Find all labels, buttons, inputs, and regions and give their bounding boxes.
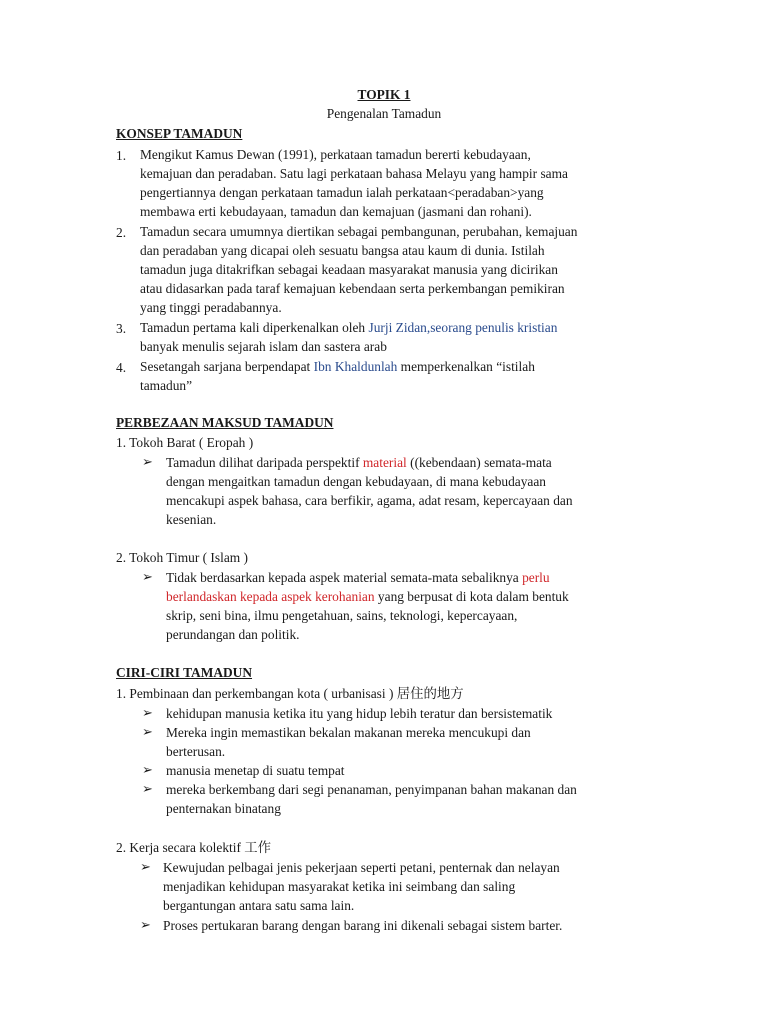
bullet-line: perundangan dan politik. [166,627,300,642]
list-item-label: 2. Tokoh Timur ( Islam ) [116,550,248,565]
bullet-line: bergantungan antara satu sama lain. [163,898,355,913]
list-number: 1. [116,148,127,163]
list-item-label: 2. Kerja secara kolektif 工作 [116,840,272,855]
list-item-label: 1. Tokoh Barat ( Eropah ) [116,435,254,450]
list-item-line: membawa erti kebudayaan, tamadun dan kemajuan (jasmani dan rohani). [140,204,532,219]
arrow-bullet-icon: ➢ [142,782,153,797]
list-item-line: yang tinggi peradabannya. [140,300,282,315]
arrow-bullet-icon: ➢ [142,706,153,721]
list-item-line: Tamadun secara umumnya diertikan sebagai pembangunan, perubahan, kemajuan [140,224,578,239]
list-item-line: kemajuan dan peradaban. Satu lagi perkataan bahasa Melayu yang hampir sama [140,166,568,181]
bullet-line: Mereka ingin memastikan bekalan makanan mereka mencukupi dan [166,725,531,740]
text-run: Tidak berdasarkan kepada aspek material semata-mata sebaliknya [166,570,523,585]
list-item-line [140,318,557,337]
arrow-bullet-icon: ➢ [140,918,151,933]
bullet-line: mencakupi aspek bahasa, cara berfikir, agama, adat resam, kepercayaan dan [166,493,573,508]
bullet-line: mereka berkembang dari segi penanaman, penyimpanan bahan makanan dan [166,782,577,797]
list-item-line: tamadun” [140,378,193,393]
arrow-bullet-icon: ➢ [142,763,153,778]
arrow-bullet-icon: ➢ [142,455,153,470]
list-number: 3. [116,321,127,336]
bullet-line [166,587,569,606]
bullet-line: dengan mengaitkan tamadun dengan kebudayaan, di mana kebudayaan [166,474,546,489]
arrow-bullet-icon: ➢ [140,860,151,875]
text-run: Sesetangah sarjana berpendapat [140,359,314,374]
arrow-bullet-icon: ➢ [142,725,153,740]
list-item-line: banyak menulis sejarah islam dan sastera arab [140,339,387,354]
highlight-blue: Jurji Zidan,seorang penulis kristian [368,320,558,335]
section-heading-ciri: CIRI-CIRI TAMADUN [116,665,253,680]
section-heading-konsep: KONSEP TAMADUN [116,126,243,141]
text-run: yang berpusat di kota dalam bentuk [374,589,569,604]
bullet-line: berterusan. [166,744,226,759]
list-item-line: tamadun juga ditakrifkan sebagai keadaan masyarakat manusia yang dicirikan [140,262,558,277]
bullet-line [166,453,552,472]
bullet-line: Proses pertukaran barang dengan barang ini dikenali sebagai sistem barter. [163,918,563,933]
list-item-line: atau didasarkan pada taraf kemajuan kebendaan serta perkembangan pemikiran [140,281,565,296]
highlight-blue: Ibn Khaldunlah [313,359,398,374]
page-title: TOPIK 1 [357,87,411,102]
text-run: Tamadun pertama kali diperkenalkan oleh [140,320,369,335]
bullet-line: skrip, seni bina, ilmu pengetahuan, sains, teknologi, kepercayaan, [166,608,518,623]
bullet-line: menjadikan kehidupan masyarakat ketika ini seimbang dan saling [163,879,516,894]
page-subtitle: Pengenalan Tamadun [326,106,442,121]
text-run: memperkenalkan “istilah [397,359,535,374]
arrow-bullet-icon: ➢ [142,570,153,585]
highlight-red: berlandaskan kepada aspek kerohanian [166,589,375,604]
bullet-line: manusia menetap di suatu tempat [166,763,345,778]
highlight-red: perlu [522,570,550,585]
bullet-line [166,568,550,587]
list-item-line: Mengikut Kamus Dewan (1991), perkataan tamadun bererti kebudayaan, [140,147,531,162]
bullet-line: Kewujudan pelbagai jenis pekerjaan seperti petani, penternak dan nelayan [163,860,560,875]
list-item-line [140,357,535,376]
list-item-line: pengertiannya dengan perkataan tamadun ialah perkataan<peradaban>yang [140,185,544,200]
bullet-line: kehidupan manusia ketika itu yang hidup lebih teratur dan bersistematik [166,706,553,721]
list-number: 2. [116,225,127,240]
text-run: ((kebendaan) semata-mata [406,455,552,470]
highlight-red: material [362,455,407,470]
bullet-line: penternakan binatang [166,801,281,816]
text-run: Tamadun dilihat daripada perspektif [166,455,363,470]
bullet-line: kesenian. [166,512,217,527]
list-number: 4. [116,360,127,375]
list-item-line: dan peradaban yang dicapai oleh sesuatu bangsa atau kaum di dunia. Istilah [140,243,545,258]
list-item-label: 1. Pembinaan dan perkembangan kota ( urbanisasi ) 居住的地方 [116,686,464,701]
section-heading-perbezaan: PERBEZAAN MAKSUD TAMADUN [116,415,334,430]
